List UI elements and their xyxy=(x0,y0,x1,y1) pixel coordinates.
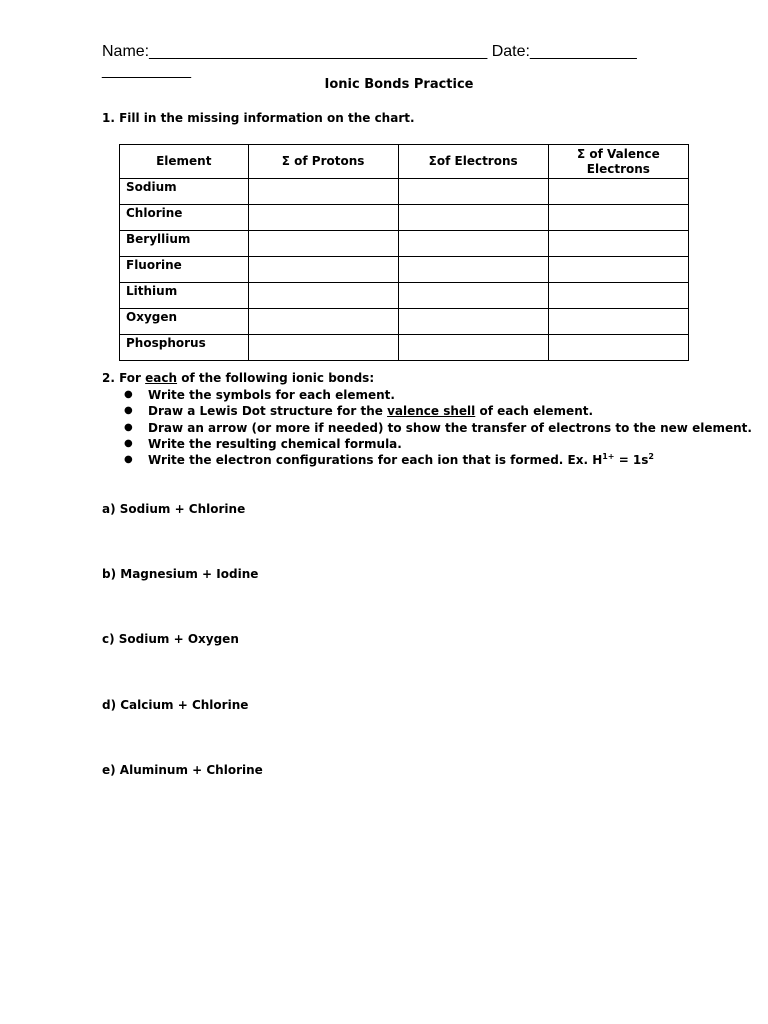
table-row xyxy=(120,179,689,205)
bullet-icon: ● xyxy=(124,454,133,466)
list-item xyxy=(102,403,752,419)
electrons-cell[interactable] xyxy=(398,309,548,335)
table-row xyxy=(120,283,689,309)
table-row xyxy=(120,205,689,231)
instruction-list xyxy=(102,387,752,468)
question-2-suffix: of the following ionic bonds: xyxy=(177,371,375,385)
table-row xyxy=(120,335,689,361)
bond-pair-d: d) Calcium + Chlorine xyxy=(102,698,249,712)
valence-cell[interactable] xyxy=(548,283,688,309)
chart-header-row xyxy=(120,145,689,179)
step-text-suffix: of each element. xyxy=(475,404,594,419)
name-date-line-continued: __________ xyxy=(102,62,191,79)
question-2-prefix: 2. For xyxy=(102,371,146,385)
bond-pair-a: a) Sodium + Chlorine xyxy=(102,502,246,516)
element-cell: Chlorine xyxy=(120,205,249,231)
question-2-prompt xyxy=(102,371,374,385)
charge-superscript: 1+ xyxy=(602,452,615,462)
step-text: Draw an arrow (or more if needed) to show the transfer of electrons to the new element. xyxy=(148,420,752,435)
bullet-icon: ● xyxy=(124,421,133,433)
bullet-icon: ● xyxy=(124,389,133,400)
step-text: Write the electron configurations for each ion that is formed. Ex. H xyxy=(148,453,603,468)
name-date-line: Name:______________________________________ Date:____________ xyxy=(102,43,637,60)
protons-cell[interactable] xyxy=(248,231,398,257)
question-2-emphasis: each xyxy=(145,371,178,385)
protons-cell[interactable] xyxy=(248,283,398,309)
valence-cell[interactable] xyxy=(548,257,688,283)
list-item xyxy=(102,420,752,436)
protons-cell[interactable] xyxy=(248,205,398,231)
column-header-valence-electrons: Σ of Valence Electrons xyxy=(548,145,688,179)
element-cell: Lithium xyxy=(120,283,249,309)
bond-pair-b: b) Magnesium + Iodine xyxy=(102,567,259,581)
element-cell: Phosphorus xyxy=(120,335,249,361)
step-text: Draw a Lewis Dot structure for the xyxy=(148,404,388,419)
electrons-cell[interactable] xyxy=(398,335,548,361)
protons-cell[interactable] xyxy=(248,335,398,361)
list-item xyxy=(102,436,752,452)
page-title: Ionic Bonds Practice xyxy=(324,77,474,92)
valence-cell[interactable] xyxy=(548,205,688,231)
column-header-element: Element xyxy=(120,145,249,179)
column-header-protons: Σ of Protons xyxy=(248,145,398,179)
valence-cell[interactable] xyxy=(548,335,688,361)
protons-cell[interactable] xyxy=(248,309,398,335)
list-item xyxy=(102,387,752,403)
orbital-superscript: 2 xyxy=(648,452,654,462)
electrons-cell[interactable] xyxy=(398,257,548,283)
protons-cell[interactable] xyxy=(248,179,398,205)
bond-pair-c: c) Sodium + Oxygen xyxy=(102,632,239,646)
element-cell: Beryllium xyxy=(120,231,249,257)
valence-cell[interactable] xyxy=(548,179,688,205)
list-item xyxy=(102,452,752,468)
element-cell: Sodium xyxy=(120,179,249,205)
question-1-prompt: 1. Fill in the missing information on the chart. xyxy=(102,111,415,125)
table-row xyxy=(120,231,689,257)
electrons-cell[interactable] xyxy=(398,205,548,231)
electrons-cell[interactable] xyxy=(398,179,548,205)
electrons-cell[interactable] xyxy=(398,231,548,257)
valence-cell[interactable] xyxy=(548,309,688,335)
step-text: Write the resulting chemical formula. xyxy=(148,436,402,451)
table-row xyxy=(120,257,689,283)
table-row xyxy=(120,309,689,335)
valence-cell[interactable] xyxy=(548,231,688,257)
electrons-cell[interactable] xyxy=(398,283,548,309)
bond-pair-e: e) Aluminum + Chlorine xyxy=(102,763,263,777)
element-cell: Oxygen xyxy=(120,309,249,335)
column-header-electrons: Σof Electrons xyxy=(398,145,548,179)
protons-cell[interactable] xyxy=(248,257,398,283)
config-text: = 1s xyxy=(614,453,649,468)
step-emphasis: valence shell xyxy=(387,404,476,419)
element-cell: Fluorine xyxy=(120,257,249,283)
bullet-icon: ● xyxy=(124,437,133,449)
step-text: Write the symbols for each element. xyxy=(148,388,395,402)
element-chart xyxy=(119,144,689,361)
bullet-icon: ● xyxy=(124,405,133,417)
